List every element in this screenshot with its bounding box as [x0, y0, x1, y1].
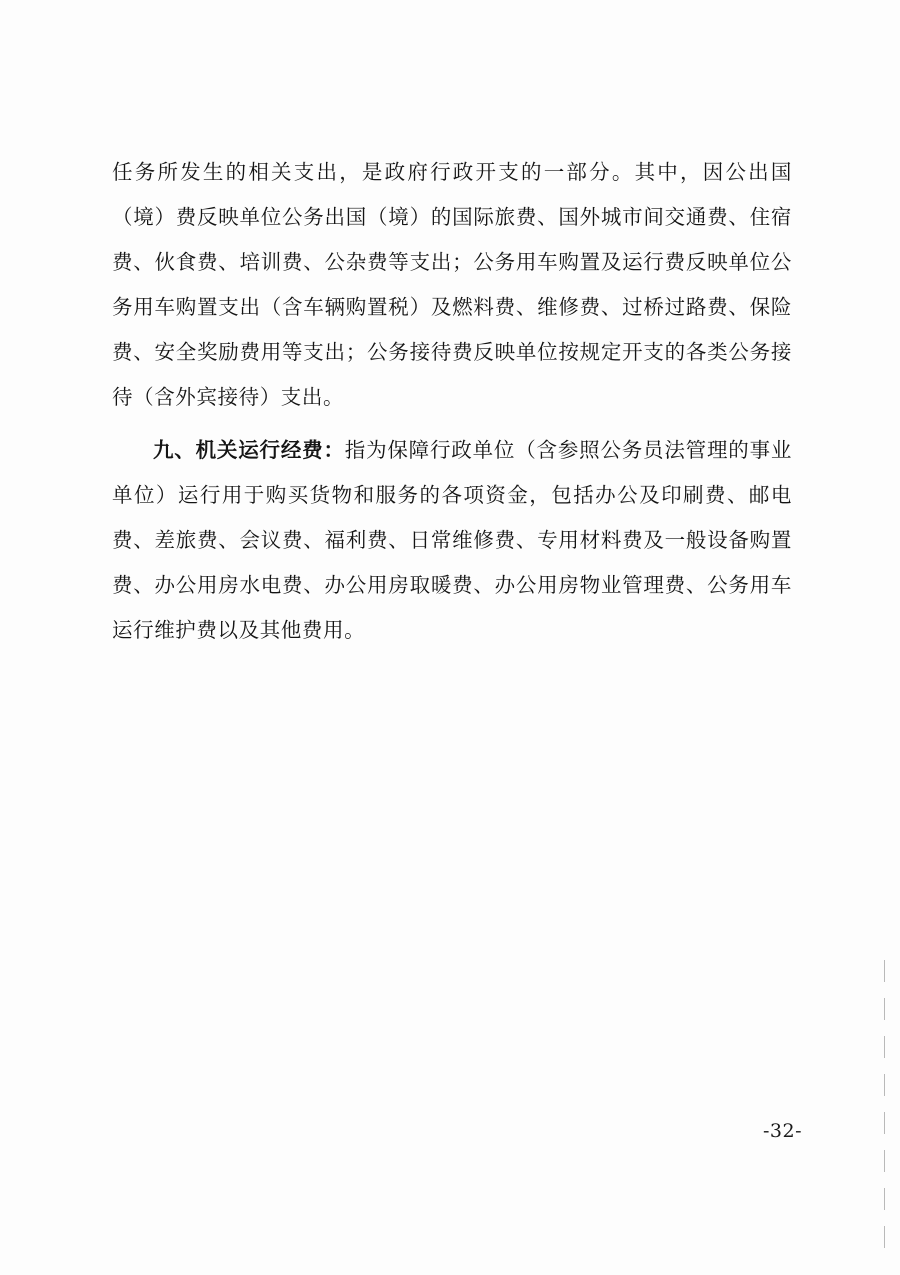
document-body: [112, 150, 792, 653]
binding-mark: [884, 1226, 885, 1248]
binding-mark: [884, 1036, 885, 1058]
paragraph-item-nine-text: 指为保障行政单位（含参照公务员法管理的事业单位）运行用于购买货物和服务的各项资金，包括办公及印刷费、邮电费、差旅费、会议费、福利费、日常维修费、专用材料费及一般设备购置费、办公用房水电费、办公用房取暖费、办公用房物业管理费、公务用车运行维护费以及其他费用。: [112, 438, 792, 642]
binding-mark: [884, 1150, 885, 1172]
page-number: -32-: [762, 1120, 802, 1142]
binding-mark: [884, 1188, 885, 1210]
binding-mark: [884, 998, 885, 1020]
binding-mark: [884, 1112, 885, 1134]
paragraph-continuation: 任务所发生的相关支出，是政府行政开支的一部分。其中，因公出国（境）费反映单位公务出国（境）的国际旅费、国外城市间交通费、住宿费、伙食费、培训费、公杂费等支出；公务用车购置及运行费反映单位公务用车购置支出（含车辆购置税）及燃料费、维修费、过桥过路费、保险费、安全奖励费用等支出；公务接待费反映单位按规定开支的各类公务接待（含外宾接待）支出。: [112, 160, 792, 409]
binding-mark: [884, 1074, 885, 1096]
paragraph-item-nine: [112, 428, 792, 653]
binding-marks: [884, 960, 886, 1260]
binding-mark: [884, 960, 885, 982]
paragraph-lead-label: 九、机关运行经费：: [153, 438, 345, 462]
